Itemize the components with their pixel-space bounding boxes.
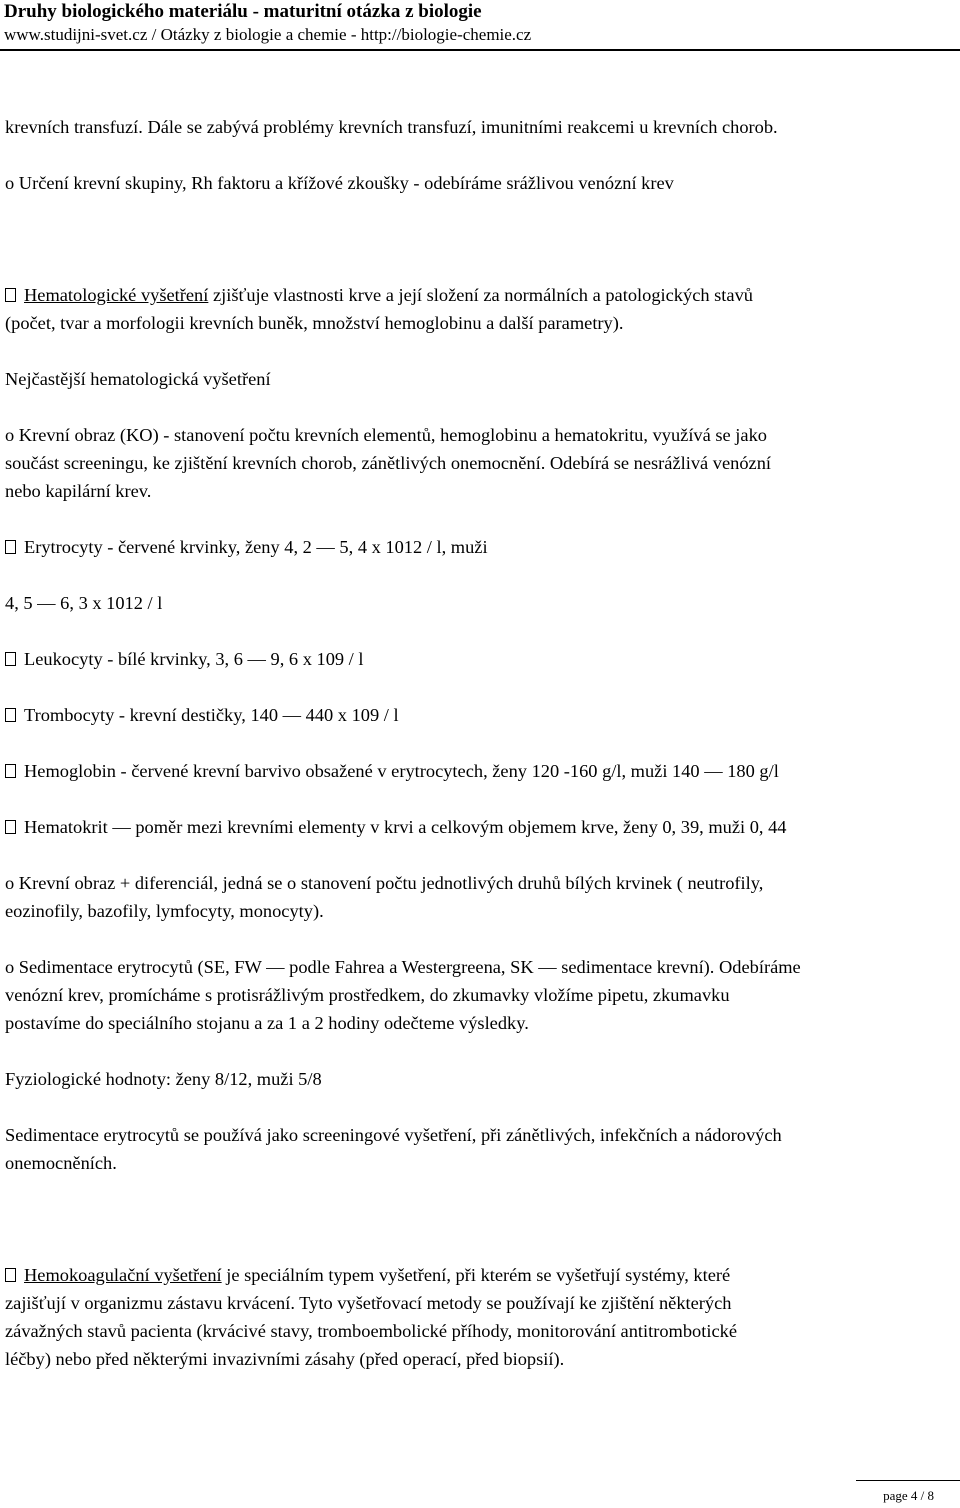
bullet-box-icon [5,820,16,834]
paragraph-line: krevních transfuzí. Dále se zabývá problémy krevních transfuzí, imunitními reakcemi u krevních chorob. [5,117,778,137]
paragraph-line: (počet, tvar a morfologii krevních buněk, množství hemoglobinu a další parametry). [5,313,624,333]
paragraph-line: závažných stavů pacienta (krvácivé stavy, tromboembolické příhody, monitorování antitrombotické [5,1321,737,1341]
list-item-text: Leukocyty - bílé krvinky, 3, 6 — 9, 6 x 109 / l [24,649,364,669]
paragraph-line: postavíme do speciálního stojanu a za 1 a 2 hodiny odečteme výsledky. [5,1013,529,1033]
paragraph-line: o Krevní obraz (KO) - stanovení počtu krevních elementů, hemoglobinu a hematokritu, využívá se jako [5,425,767,445]
section-heading: Nejčastější hematologická vyšetření [5,369,271,389]
paragraph-line: o Krevní obraz + diferenciál, jedná se o stanovení počtu jednotlivých druhů bílých krvinek ( neutrofily, [5,873,764,893]
list-item [5,757,955,785]
paragraph-line: Fyziologické hodnoty: ženy 8/12, muži 5/8 [5,1069,322,1089]
footer-divider [856,1480,960,1481]
list-item [5,533,955,561]
bullet-box-icon [5,540,16,554]
paragraph-line [5,281,955,309]
hematology-link[interactable]: Hematologické vyšetření [24,285,209,305]
header-divider [0,49,960,51]
paragraph-line: o Určení krevní skupiny, Rh faktoru a křížové zkoušky - odebíráme srážlivou venózní krev [5,173,674,193]
paragraph-line: venózní krev, promícháme s protisrážlivým prostředkem, do zkumavky vložíme pipetu, zkumavku [5,985,730,1005]
bullet-box-icon [5,288,16,302]
hemocoagulation-link[interactable]: Hemokoagulační vyšetření [24,1265,222,1285]
paragraph-text: zjišťuje vlastnosti krve a její složení za normálních a patologických stavů [208,285,753,305]
page-footer [883,1488,934,1504]
paragraph-line: o Sedimentace erytrocytů (SE, FW — podle Fahrea a Westergreena, SK — sedimentace krevní). Odebíráme [5,957,801,977]
bullet-box-icon [5,1268,16,1282]
document-title: Druhy biologického materiálu - maturitní otázka z biologie [4,1,482,22]
list-item [5,645,955,673]
paragraph-line: nebo kapilární krev. [5,481,152,501]
page-header [0,0,960,52]
paragraph-line: léčby) nebo před některými invazivními zásahy (před operací, před biopsií). [5,1349,565,1369]
paragraph-text: je speciálním typem vyšetření, při kterém se vyšetřují systémy, které [221,1265,731,1285]
list-item [5,813,955,841]
source-url: www.studijni-svet.cz / Otázky z biologie a chemie - http://biologie-chemie.cz [4,25,532,44]
paragraph-line: Sedimentace erytrocytů se používá jako screeningové vyšetření, při zánětlivých, infekčních a nádorových [5,1125,782,1145]
paragraph-line: eozinofily, bazofily, lymfocyty, monocyty). [5,901,324,921]
paragraph-line: zajišťují v organizmu zástavu krvácení. Tyto vyšetřovací metody se používají ke zjištění některých [5,1293,732,1313]
list-item-text: Hematokrit — poměr mezi krevními elementy v krvi a celkovým objemem krve, ženy 0, 39, muži 0, 44 [24,817,787,837]
paragraph-line: onemocněních. [5,1153,117,1173]
paragraph-line: 4, 5 — 6, 3 x 1012 / l [5,593,163,613]
list-item-text: Trombocyty - krevní destičky, 140 — 440 x 109 / l [24,705,399,725]
bullet-box-icon [5,652,16,666]
list-item-text: Hemoglobin - červené krevní barvivo obsažené v erytrocytech, ženy 120 -160 g/l, muži 140 — 180 g/l [24,761,779,781]
paragraph-line: součást screeningu, ke zjištění krevních chorob, zánětlivých onemocnění. Odebírá se nesrážlivá venózní [5,453,771,473]
list-item [5,701,955,729]
bullet-box-icon [5,708,16,722]
list-item-text: Erytrocyty - červené krvinky, ženy 4, 2 — 5, 4 x 1012 / l, muži [24,537,488,557]
page-number: page 4 / 8 [883,1488,934,1503]
bullet-box-icon [5,764,16,778]
paragraph-line [5,1261,955,1289]
